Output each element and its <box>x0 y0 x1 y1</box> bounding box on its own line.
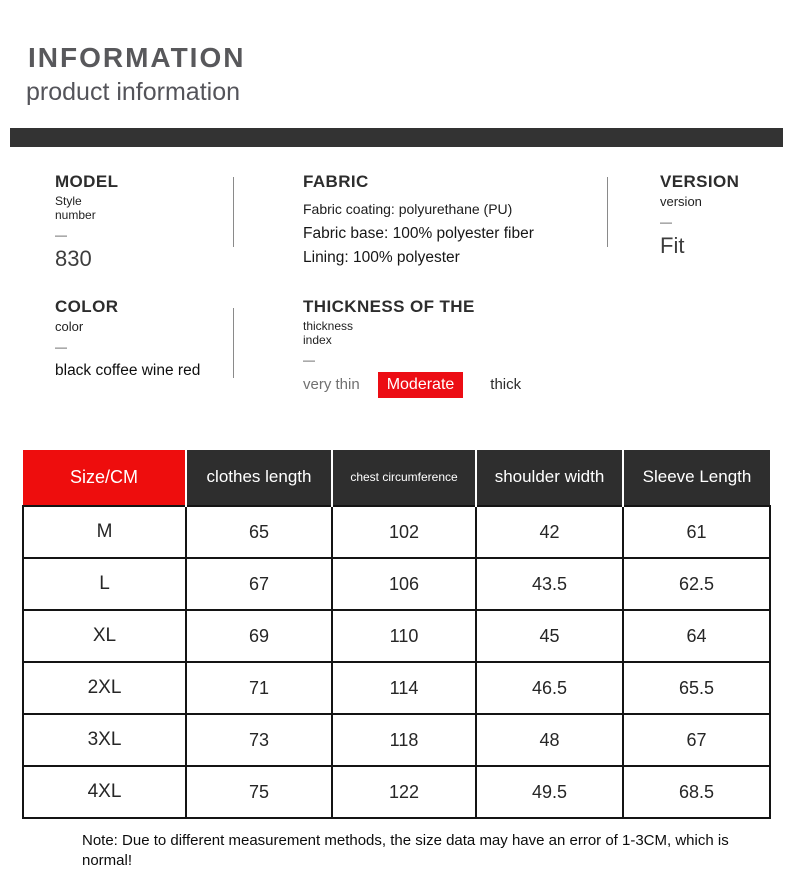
cell-size: 2XL <box>23 662 186 714</box>
table-row-2xl <box>23 662 770 714</box>
table-row-m <box>23 506 770 558</box>
cell-shoulder: 42 <box>476 506 623 558</box>
color-heading: COLOR <box>55 297 119 316</box>
model-value: 830 <box>55 245 92 271</box>
fabric-coating: Fabric coating: polyurethane (PU) <box>303 201 513 217</box>
section-model <box>55 172 225 272</box>
cell-chest: 102 <box>332 506 476 558</box>
cell-shoulder: 49.5 <box>476 766 623 818</box>
color-dash: — <box>55 339 67 354</box>
model-dash: — <box>55 227 67 242</box>
thickness-heading: THICKNESS OF THE <box>303 297 475 316</box>
table-row-l <box>23 558 770 610</box>
section-fabric <box>303 172 603 267</box>
cell-size: 4XL <box>23 766 186 818</box>
version-label: version <box>660 194 702 209</box>
page-subtitle: product information <box>26 78 241 106</box>
cell-chest: 114 <box>332 662 476 714</box>
model-heading: MODEL <box>55 172 119 191</box>
cell-sleeve: 65.5 <box>623 662 770 714</box>
cell-shoulder: 48 <box>476 714 623 766</box>
vertical-divider <box>233 177 234 247</box>
cell-shoulder: 43.5 <box>476 558 623 610</box>
cell-chest: 118 <box>332 714 476 766</box>
section-thickness <box>303 297 613 398</box>
header-size-cm: Size/CM <box>23 450 186 506</box>
thickness-option-thick: thick <box>490 376 522 394</box>
header-shoulder-width: shoulder width <box>476 450 623 506</box>
thickness-option-moderate-selected: Moderate <box>378 372 464 398</box>
cell-sleeve: 67 <box>623 714 770 766</box>
cell-sleeve: 61 <box>623 506 770 558</box>
cell-clothes-length: 71 <box>186 662 332 714</box>
cell-chest: 122 <box>332 766 476 818</box>
header-clothes-length: clothes length <box>186 450 332 506</box>
size-chart-table <box>22 450 771 819</box>
thickness-label: thickness index <box>303 319 354 347</box>
cell-shoulder: 46.5 <box>476 662 623 714</box>
color-label: color <box>55 319 84 334</box>
fabric-base: Fabric base: 100% polyester fiber <box>303 225 534 242</box>
color-value: black coffee wine red <box>55 361 201 379</box>
table-row-xl <box>23 610 770 662</box>
version-dash: — <box>660 214 672 229</box>
thickness-option-very-thin: very thin <box>303 376 360 394</box>
table-row-4xl <box>23 766 770 818</box>
cell-clothes-length: 73 <box>186 714 332 766</box>
cell-clothes-length: 65 <box>186 506 332 558</box>
cell-clothes-length: 67 <box>186 558 332 610</box>
fabric-lining: Lining: 100% polyester <box>303 249 460 266</box>
fabric-heading: FABRIC <box>303 172 369 191</box>
cell-sleeve: 68.5 <box>623 766 770 818</box>
table-header-row <box>23 450 770 506</box>
cell-clothes-length: 75 <box>186 766 332 818</box>
cell-size: 3XL <box>23 714 186 766</box>
measurement-note: Note: Due to different measurement methods, the size data may have an error of 1-3CM, which is normal! <box>82 832 729 870</box>
section-version <box>660 172 780 259</box>
cell-sleeve: 64 <box>623 610 770 662</box>
cell-chest: 110 <box>332 610 476 662</box>
cell-size: M <box>23 506 186 558</box>
vertical-divider <box>233 308 234 378</box>
header-chest-circumference: chest circumference <box>332 450 476 506</box>
header-sleeve-length: Sleeve Length <box>623 450 770 506</box>
section-color <box>55 297 235 380</box>
vertical-divider <box>607 177 608 247</box>
cell-shoulder: 45 <box>476 610 623 662</box>
model-label: Style number <box>55 194 96 222</box>
thickness-scale <box>303 372 613 398</box>
thickness-dash: — <box>303 352 315 367</box>
cell-size: XL <box>23 610 186 662</box>
version-heading: VERSION <box>660 172 740 191</box>
cell-size: L <box>23 558 186 610</box>
version-value: Fit <box>660 232 685 258</box>
page-title: INFORMATION <box>28 42 246 73</box>
table-row-3xl <box>23 714 770 766</box>
cell-sleeve: 62.5 <box>623 558 770 610</box>
cell-clothes-length: 69 <box>186 610 332 662</box>
cell-chest: 106 <box>332 558 476 610</box>
divider-bar <box>10 128 783 147</box>
